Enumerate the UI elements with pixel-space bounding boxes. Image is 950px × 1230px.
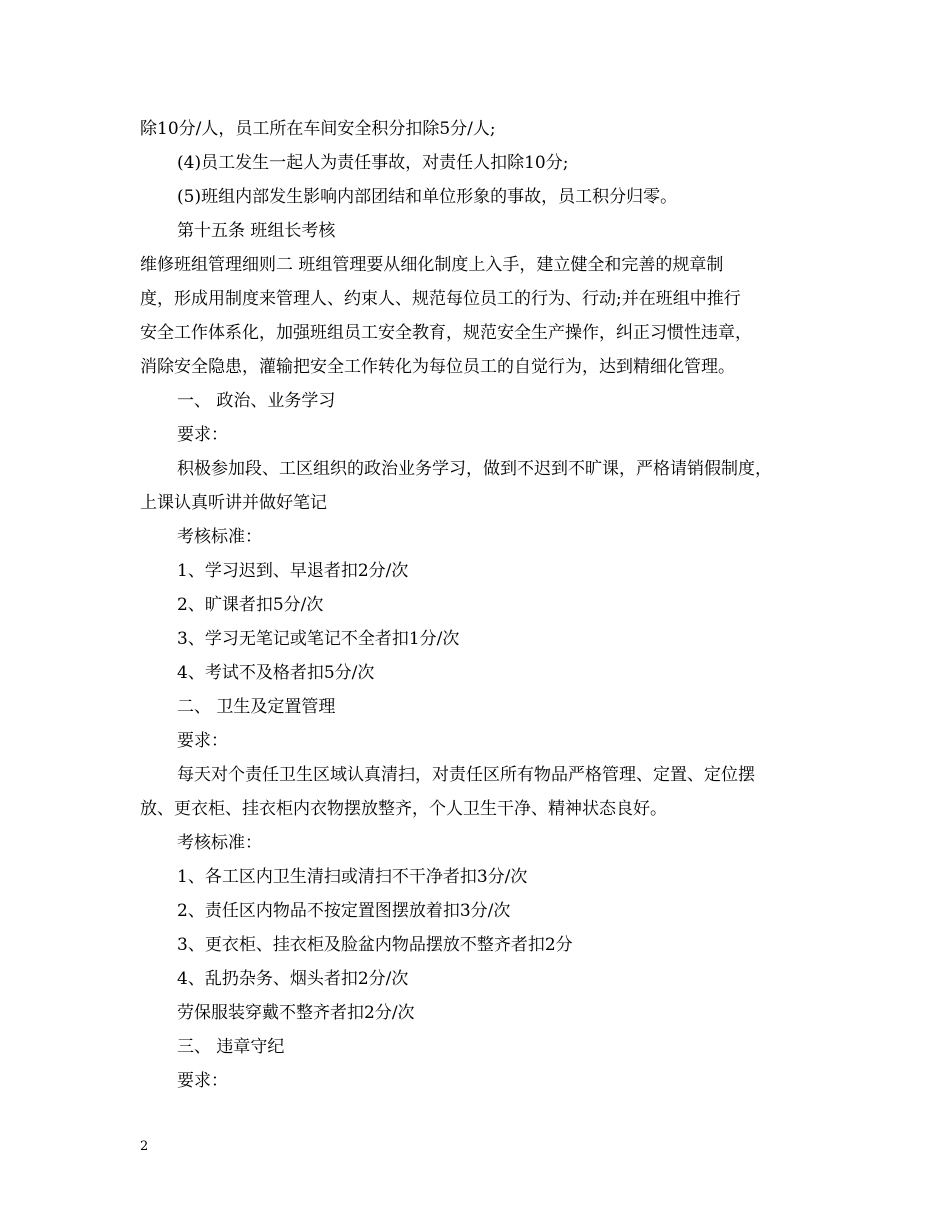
text-line: 要求： bbox=[177, 1071, 228, 1091]
list-item: 劳保服装穿戴不整齐者扣2分/次 bbox=[177, 1003, 415, 1023]
list-item: 4、考试不及格者扣5分/次 bbox=[177, 663, 375, 683]
section-heading: 第十五条 班组长考核 bbox=[177, 221, 336, 241]
section-heading: 二、 卫生及定置管理 bbox=[177, 697, 336, 717]
page-number: 2 bbox=[140, 1139, 149, 1154]
text-line: 要求： bbox=[177, 425, 228, 445]
list-item: 2、旷课者扣5分/次 bbox=[177, 595, 324, 615]
list-item: 3、学习无笔记或笔记不全者扣1分/次 bbox=[177, 629, 460, 649]
text-line: 考核标准： bbox=[177, 527, 262, 547]
text-line: 考核标准： bbox=[177, 833, 262, 853]
list-item: 1、各工区内卫生清扫或清扫不干净者扣3分/次 bbox=[177, 867, 528, 887]
list-item: 4、乱扔杂务、烟头者扣2分/次 bbox=[177, 969, 409, 989]
text-line: 除10分/人，员工所在车间安全积分扣除5分/人; bbox=[140, 119, 496, 139]
text-line: 放、更衣柜、挂衣柜内衣物摆放整齐，个人卫生干净、精神状态良好。 bbox=[140, 799, 667, 819]
text-line: 上课认真听讲并做好笔记 bbox=[140, 493, 327, 513]
section-heading: 一、 政治、业务学习 bbox=[177, 391, 336, 411]
text-line: 度，形成用制度来管理人、约束人、规范每位员工的行为、行动;并在班组中推行 bbox=[140, 289, 741, 309]
text-line: 每天对个责任卫生区域认真清扫，对责任区所有物品严格管理、定置、定位摆 bbox=[177, 765, 755, 785]
text-line: 积极参加段、工区组织的政治业务学习，做到不迟到不旷课，严格请销假制度， bbox=[177, 459, 772, 479]
text-line: 消除安全隐患，灌输把安全工作转化为每位员工的自觉行为，达到精细化管理。 bbox=[140, 357, 735, 377]
section-heading: 三、 违章守纪 bbox=[177, 1037, 285, 1057]
list-item: 2、责任区内物品不按定置图摆放着扣3分/次 bbox=[177, 901, 511, 921]
list-item: 1、学习迟到、早退者扣2分/次 bbox=[177, 561, 409, 581]
list-item: 3、更衣柜、挂衣柜及脸盆内物品摆放不整齐者扣2分 bbox=[177, 935, 573, 955]
text-line: (5)班组内部发生影响内部团结和单位形象的事故，员工积分归零。 bbox=[177, 187, 678, 207]
text-line: 要求： bbox=[177, 731, 228, 751]
text-line: (4)员工发生一起人为责任事故，对责任人扣除10分; bbox=[177, 153, 569, 173]
text-line: 安全工作体系化，加强班组员工安全教育，规范安全生产操作，纠正习惯性违章， bbox=[140, 323, 752, 343]
text-line: 维修班组管理细则二 班组管理要从细化制度上入手，建立健全和完善的规章制 bbox=[140, 255, 724, 275]
